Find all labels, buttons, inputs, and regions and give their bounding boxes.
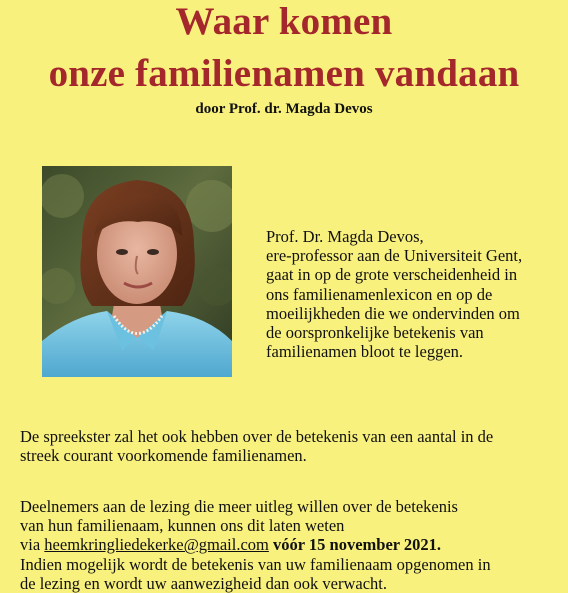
paragraph-line: streek courant voorkomende familienamen. xyxy=(20,446,307,466)
speaker-bio xyxy=(266,227,566,361)
email-link[interactable]: heemkringliedekerke@gmail.com xyxy=(44,535,269,555)
title-line-1: Waar komen xyxy=(175,0,393,43)
bio-line: ere-professor aan de Universiteit Gent, xyxy=(266,246,523,266)
participation-paragraph xyxy=(20,497,565,593)
portrait-image xyxy=(42,166,232,377)
title-line-2: onze familienamen vandaan xyxy=(48,52,520,95)
deadline-text: vóór 15 november 2021. xyxy=(268,535,442,555)
paragraph-line: De spreekster zal het ook hebben over de betekenis van een aantal in de xyxy=(20,427,494,446)
bio-line: ons familienamenlexicon en op de xyxy=(266,284,493,304)
bio-line: familienamen bloot te leggen. xyxy=(266,342,464,362)
paragraph-line: Indien mogelijk wordt de betekenis van uw familienaam opgenomen in xyxy=(20,554,491,574)
bio-line: gaat in op de grote verscheidenheid in xyxy=(266,265,518,285)
bio-line: de oorspronkelijke betekenis van xyxy=(266,323,484,343)
paragraph-line: de lezing en wordt uw aanwezigheid dan ook verwacht. xyxy=(20,573,387,593)
contact-prefix: via xyxy=(20,535,45,555)
speaker-portrait-photo xyxy=(42,166,232,377)
bio-line: moeilijkheden die we ondervinden om xyxy=(266,303,520,323)
contact-line xyxy=(20,535,565,554)
bio-line: Prof. Dr. Magda Devos, xyxy=(266,227,424,246)
paragraph-line: van hun familienaam, kunnen ons dit laten weten xyxy=(20,516,345,536)
byline: door Prof. dr. Magda Devos xyxy=(195,101,373,117)
paragraph-line: Deelnemers aan de lezing die meer uitleg willen over de betekenis xyxy=(20,497,458,516)
speaker-topic-paragraph xyxy=(20,427,565,465)
